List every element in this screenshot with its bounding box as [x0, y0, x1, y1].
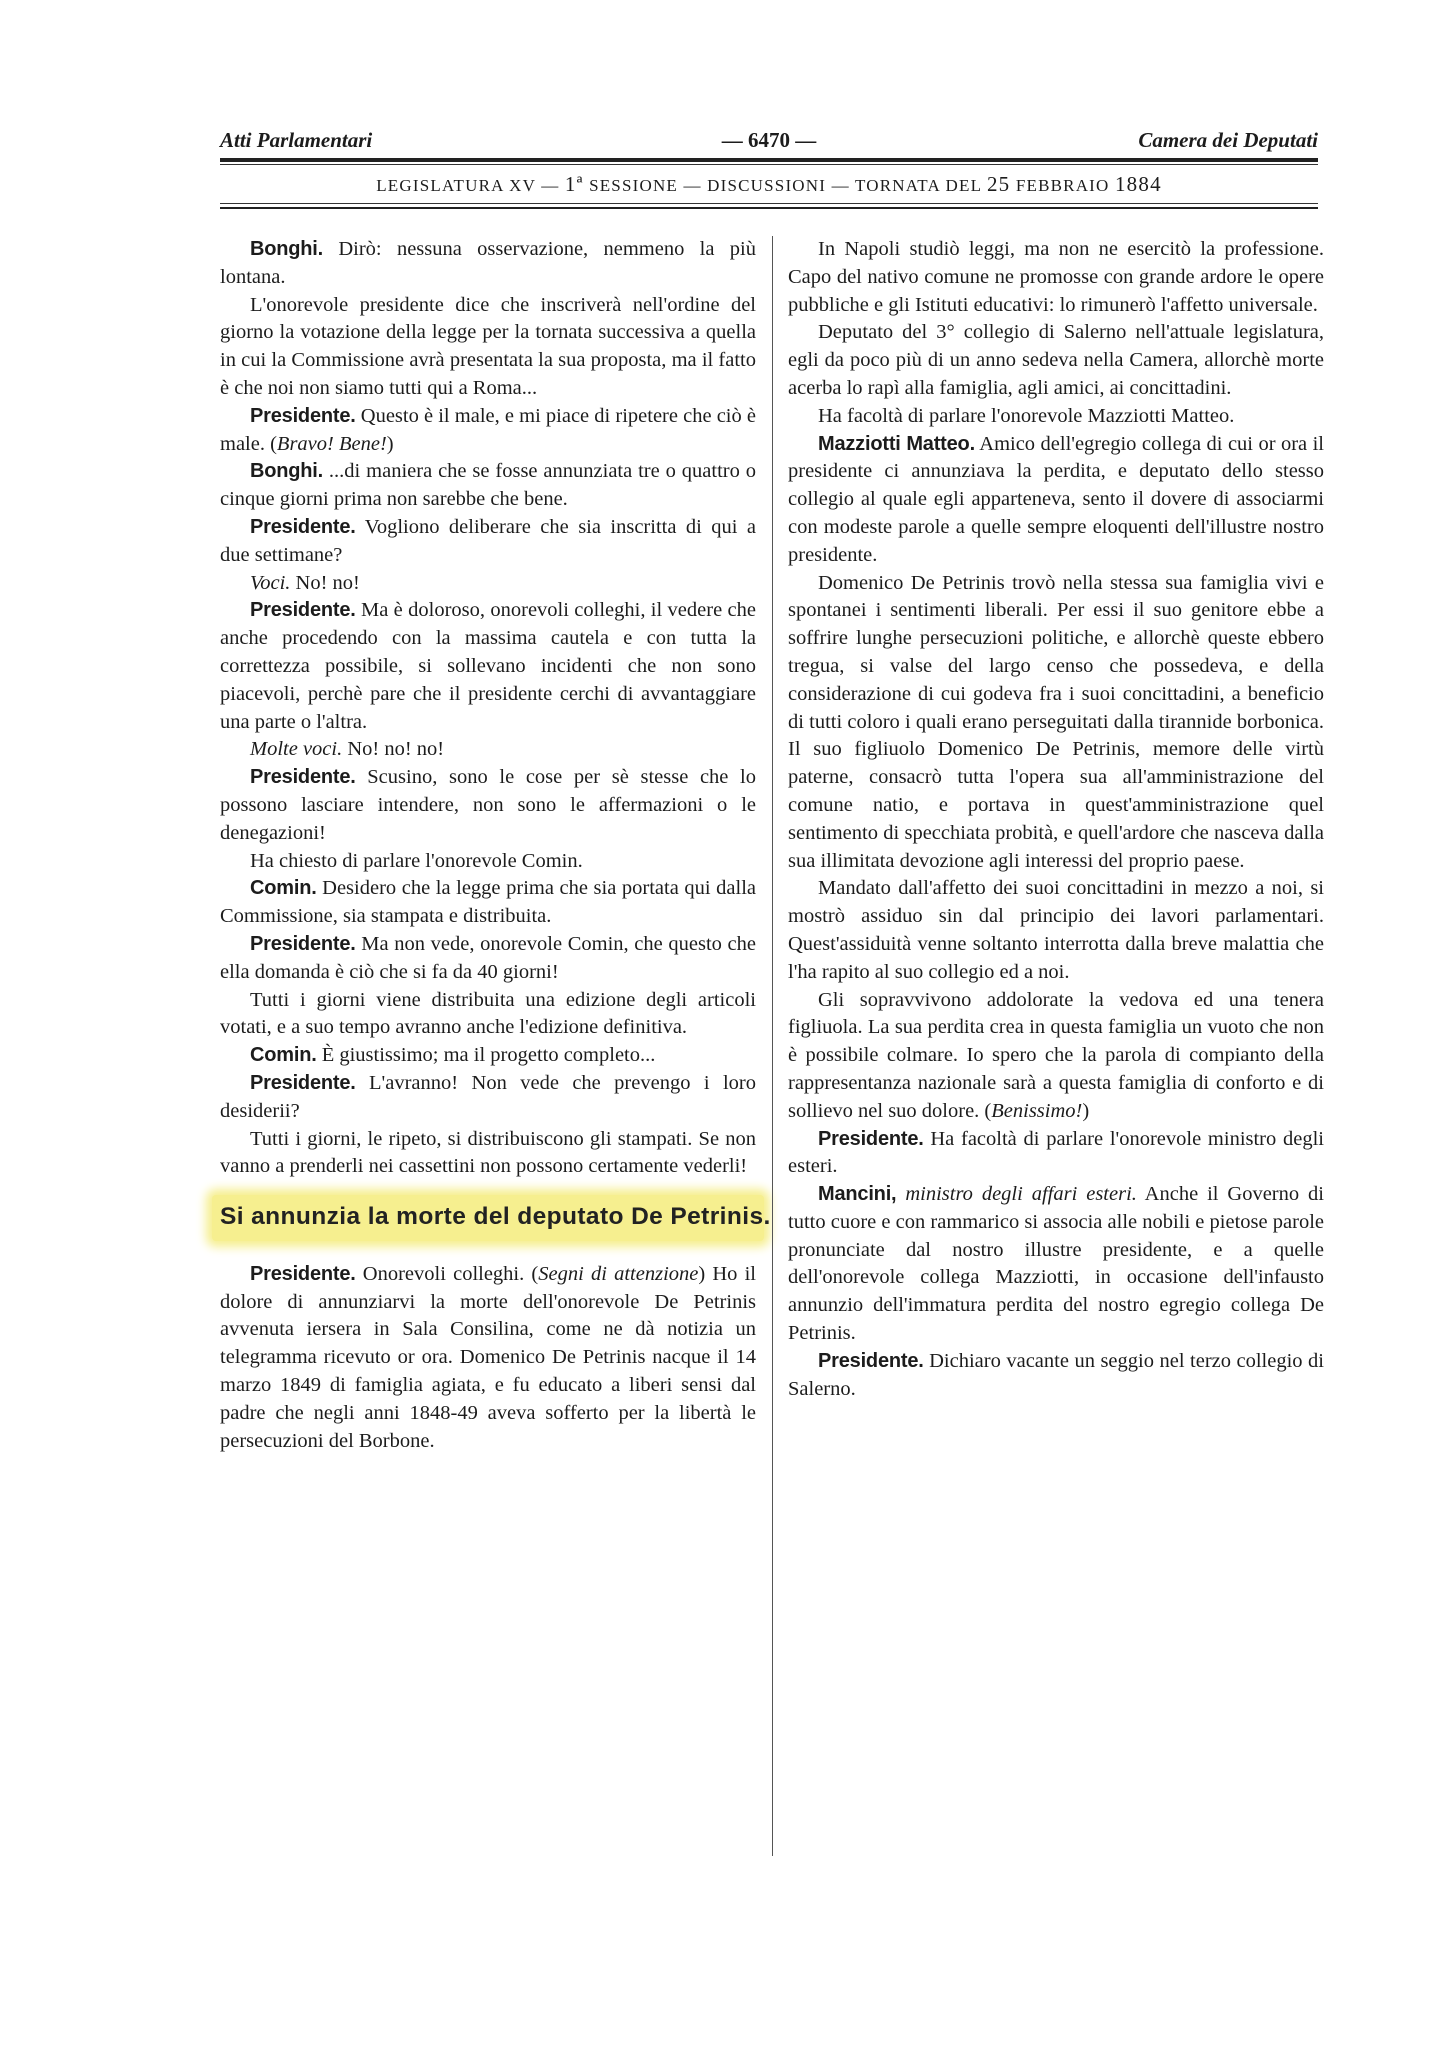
- paragraph: [220, 236, 756, 292]
- paragraph-text: Desidero che la legge prima che sia portata qui dalla Commissione, sia stampata e distribuita.: [220, 877, 756, 928]
- speaker-name: Comin.: [250, 877, 317, 900]
- separator-dash: —: [541, 176, 560, 195]
- paragraph: [788, 319, 1324, 402]
- speaker-name: Presidente.: [818, 1127, 924, 1150]
- paragraph-text: Domenico De Petrinis trovò nella stessa sua famiglia vivi e spontanei i sentimenti liberali. Per essi il suo genitore ebbe a soffrire lunghe persecuzioni politiche, e allorchè queste ebbero tregua, si valse del largo censo che possedeva, e della considerazione di cui godeva fra i suoi concittadini, a beneficio di tutti coloro i quali erano perseguitati dalla tirannide borbonica. Il suo figliuolo Domenico De Petrinis, memore delle virtù paterne, consacrò tutta l'opera sua all'amministrazione del comune natio, e portava in quest'amministrazione quel sentimento di specchiata probità, e quell'ardore che nasceva dalla sua illimitata devozione agli interessi del proprio paese.: [788, 571, 1324, 872]
- paragraph-text: L'avranno! Non vede che prevengo i loro desiderii?: [220, 1071, 756, 1122]
- paragraph: [788, 987, 1324, 1126]
- speaker-name: Presidente.: [250, 766, 356, 789]
- speaker-name: Comin.: [250, 1044, 317, 1067]
- paragraph-text: Dirò: nessuna osservazione, nemmeno la più lontana.: [220, 238, 756, 288]
- tornata-day: 25: [986, 172, 1011, 196]
- tornata-year: 1884: [1114, 172, 1162, 196]
- paragraph: [788, 570, 1324, 876]
- paragraph-text: Ma è doloroso, onorevoli colleghi, il vedere che anche procedendo con la massima cautela e con tutta la correttezza possibile, si sollevano incidenti che non sono piacevoli, perchè pare che il presidente cerchi di avvantaggiare una parte o l'altra.: [220, 599, 756, 733]
- paragraph-text: Tutti i giorni, le ripeto, si distribuiscono gli stampati. Se non vanno a prenderli nei cassettini non possono certamente vederli!: [220, 1127, 756, 1178]
- paragraph-text: Ha chiesto di parlare l'onorevole Comin.: [250, 849, 583, 872]
- speaker-name: Presidente.: [250, 515, 356, 538]
- paragraph-text: No! no! no!: [342, 738, 445, 761]
- speaker-name: Presidente.: [250, 1262, 356, 1285]
- paragraph: [220, 570, 756, 598]
- paragraph-text: Ha facoltà di parlare l'onorevole ministro degli esteri.: [788, 1127, 1324, 1178]
- paragraph: [788, 403, 1324, 431]
- paragraph-text: Deputato del 3° collegio di Salerno nell'attuale legislatura, egli da poco più di un anno sedeva nella Camera, allorchè morte acerba lo rapì alla famiglia, agli amici, ai concittadini.: [788, 321, 1324, 399]
- speaker-name: Mancini,: [818, 1183, 897, 1206]
- column-divider: [772, 236, 773, 1856]
- paragraph: [220, 1042, 756, 1070]
- speaker-name: Molte voci.: [250, 738, 343, 761]
- paragraph-text: Questo è il male, e mi piace di ripetere che ciò è male. (: [220, 404, 756, 455]
- speaker-role: ministro degli affari esteri.: [896, 1183, 1137, 1206]
- interjection: Benissimo!: [991, 1099, 1083, 1122]
- paragraph: [788, 875, 1324, 986]
- paragraph-text: Amico dell'egregio collega di cui or ora il presidente ci annunziava la perdita, e deputato dello stesso collegio al quale egli apparteneva, sento il dovere di associarmi con modeste parole a quelle sempre eloquenti dell'illustre nostro presidente.: [788, 432, 1325, 566]
- paragraph-text: ...di maniera che se fosse annunziata tre o quattro o cinque giorni prima non sarebbe che bene.: [220, 460, 756, 511]
- header-rule-top: [220, 158, 1318, 162]
- section-heading: Si annunzia la morte del deputato De Petrinis.: [212, 1195, 764, 1241]
- paragraph: [220, 875, 756, 931]
- paragraph-text: Ha facoltà di parlare l'onorevole Mazziotti Matteo.: [818, 404, 1235, 427]
- discussioni-label: DISCUSSIONI: [707, 176, 827, 195]
- header-rule-bottom: [220, 203, 1318, 204]
- legislatura-label: LEGISLATURA XV: [376, 176, 536, 195]
- speaker-name: Bonghi.: [250, 238, 324, 260]
- paragraph-text: No! no!: [290, 571, 360, 594]
- header-left-title: Atti Parlamentari: [220, 128, 373, 152]
- paragraph-text: L'onorevole presidente dice che inscriverà nell'ordine del giorno la votazione della legge per la tornata successiva a quella in cui la Commissione avrà presentata la sua proposta, ma il fatto è che noi non siamo tutti qui a Roma...: [220, 293, 756, 399]
- paragraph-text: In Napoli studiò leggi, ma non ne esercitò la professione. Capo del nativo comune ne promosse con grande ardore le opere pubbliche e gli Istituti educativi: lo rimunerò l'affetto universale.: [788, 238, 1324, 316]
- paragraph: [220, 597, 756, 736]
- header-rule-top-thin: [220, 164, 1318, 165]
- header-rule-bottom-thick: [220, 207, 1318, 209]
- speaker-name: Presidente.: [250, 599, 356, 622]
- speaker-name: Presidente.: [250, 404, 356, 427]
- paragraph: [788, 1181, 1324, 1348]
- speaker-name: Bonghi.: [250, 460, 324, 483]
- paragraph-text: Onorevoli colleghi. (: [355, 1262, 539, 1285]
- speaker-name: Presidente.: [250, 1071, 356, 1094]
- paragraph: [220, 1070, 756, 1126]
- paragraph: [220, 292, 756, 403]
- paragraph-text: Vogliono deliberare che sia inscritta di qui a due settimane?: [220, 515, 756, 566]
- paragraph: [220, 514, 756, 570]
- speaker-name: Mazziotti Matteo.: [818, 432, 975, 455]
- header-right-title: Camera dei Deputati: [1138, 128, 1318, 152]
- tornata-label: TORNATA DEL: [854, 176, 982, 195]
- paragraph-text: Scusino, sono le cose per sè stesse che lo possono lasciare intendere, non sono le affermazioni o le denegazioni!: [220, 766, 756, 844]
- paragraph-text: Ma non vede, onorevole Comin, che questo che ella domanda è ciò che si fa da 40 giorni!: [220, 932, 756, 983]
- interjection: Bravo! Bene!: [276, 432, 387, 455]
- page-number: — 6470 —: [721, 128, 817, 152]
- paragraph: [220, 458, 756, 514]
- right-column: [788, 236, 1324, 1403]
- paragraph-text: ) Ho il dolore di annunziarvi la morte dell'onorevole De Petrinis avvenuta iersera in Sala Consilina, come ne dà notizia un telegramma ricevuto or ora. Domenico De Petrinis nacque il 14 marzo 1849 di famiglia agiata, e fu educato a liberi sensi dal padre che negli anni 1848-49 aveva sofferto per la libertà le persecuzioni del Borbone.: [220, 1262, 756, 1452]
- paragraph: [788, 431, 1324, 570]
- paragraph: [220, 736, 756, 764]
- interjection: Segni di attenzione: [538, 1262, 699, 1285]
- speaker-name: Presidente.: [250, 932, 356, 955]
- session-line: [220, 172, 1318, 198]
- paragraph-text: Gli sopravvivono addolorate la vedova ed una tenera figliuola. La sua perdita crea in questa famiglia un vuoto che non è possibile colmare. Io spero che la parola di compianto della rappresentanza nazionale sarà a questa famiglia di conforto e di sollievo nel suo dolore. (: [788, 988, 1324, 1122]
- paragraph: [220, 764, 756, 847]
- paragraph-text: È giustissimo; ma il progetto completo...: [316, 1044, 656, 1067]
- paragraph: [788, 1348, 1324, 1404]
- session-label: SESSIONE: [589, 176, 679, 195]
- paragraph-text: Mandato dall'affetto dei suoi concittadini in mezzo a noi, si mostrò assiduo sin dal principio dei lavori parlamentari. Quest'assiduità venne soltanto interrotta dalla breve malattia che l'ha rapito al suo collegio ed a noi.: [788, 877, 1324, 983]
- session-number: 1ª: [564, 172, 584, 196]
- paragraph: [788, 1126, 1324, 1182]
- paragraph: [788, 236, 1324, 319]
- paragraph: [220, 848, 756, 876]
- paragraph-text: Anche il Governo di tutto cuore e con rammarico si associa alle nobili e pietose parole pronunciate dal nostro illustre presidente, e a quelle dell'onorevole collega Mazziotti, in occasione dell'infausto annunzio dell'immatura perdita del nostro egregio collega De Petrinis.: [788, 1183, 1324, 1345]
- paragraph: [220, 987, 756, 1043]
- paragraph-text: Dichiaro vacante un seggio nel terzo collegio di Salerno.: [788, 1349, 1324, 1400]
- paragraph: [220, 1261, 756, 1456]
- tornata-month: FEBBRAIO: [1015, 176, 1110, 195]
- paragraph: [220, 1126, 756, 1182]
- left-column: [220, 236, 771, 1455]
- paragraph: [220, 403, 756, 459]
- speaker-name: Presidente.: [818, 1349, 924, 1372]
- paragraph: [220, 931, 756, 987]
- paragraph-text: Tutti i giorni viene distribuita una edizione degli articoli votati, e a suo tempo avranno anche l'edizione definitiva.: [220, 988, 756, 1039]
- separator-dash: —: [831, 176, 850, 195]
- paragraph-text: ): [386, 432, 394, 455]
- speaker-name: Voci.: [250, 571, 291, 594]
- running-header: [220, 128, 1318, 158]
- paragraph-text: ): [1082, 1099, 1090, 1122]
- separator-dash: —: [683, 176, 702, 195]
